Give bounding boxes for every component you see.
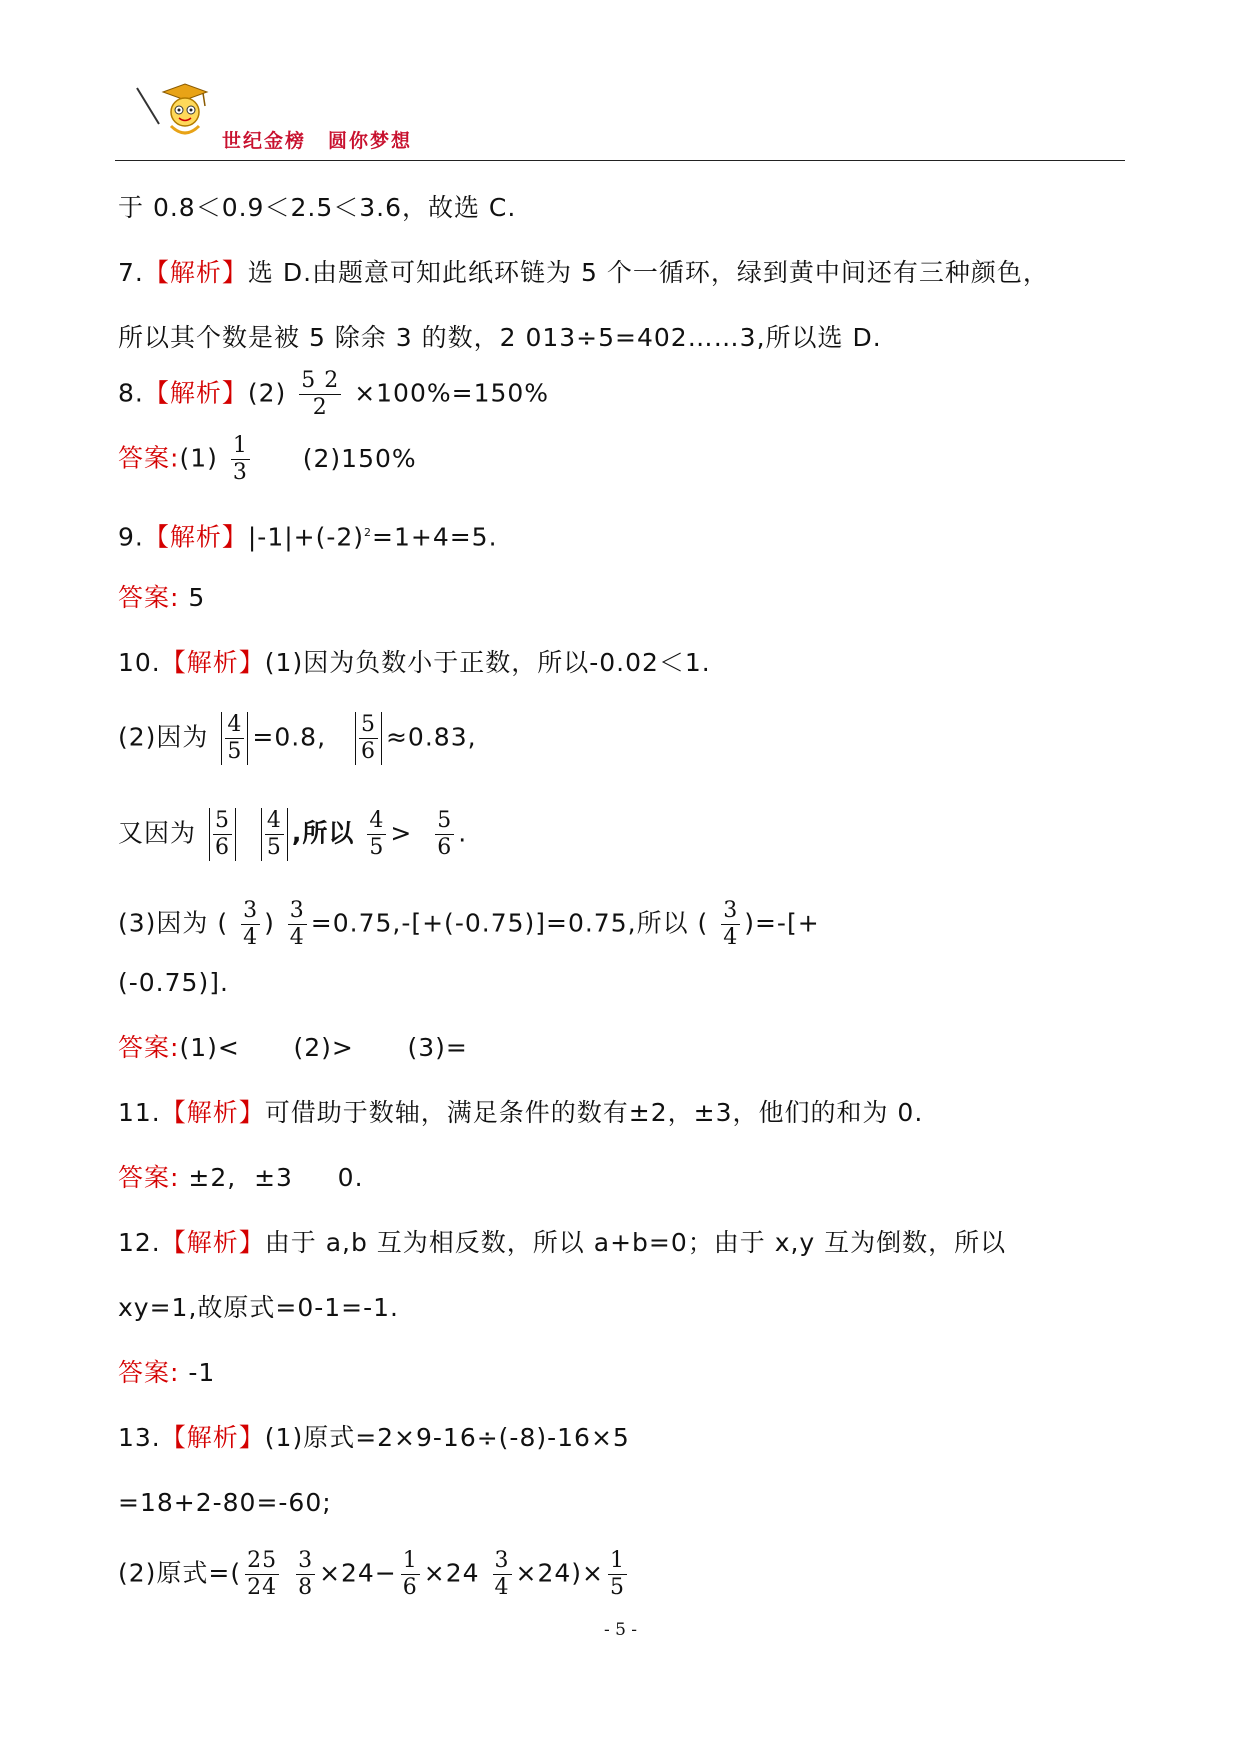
line-q11-answer — [118, 1163, 364, 1193]
denominator: 5 — [227, 739, 243, 764]
numerator: 3 — [298, 1548, 314, 1573]
text: ×24− — [319, 1558, 397, 1588]
absolute-value — [261, 808, 288, 861]
fraction — [231, 433, 250, 486]
numerator: 1 — [609, 1548, 625, 1573]
numerator: 5 — [214, 808, 230, 833]
answer-value: (2)150% — [302, 443, 417, 473]
numerator: 3 — [494, 1548, 510, 1573]
fraction — [241, 898, 260, 951]
denominator: 6 — [360, 739, 376, 764]
line-q13-part2 — [118, 1548, 631, 1601]
answer-label: 答案: — [118, 443, 180, 473]
numerator: 5 — [360, 712, 376, 737]
text: =0.8, — [252, 722, 327, 752]
analysis-text: (1)原式=2×9-16÷(-8)-16×5 — [264, 1423, 630, 1452]
denominator: 4 — [723, 925, 739, 950]
denominator: 4 — [289, 925, 305, 950]
fraction — [608, 1548, 627, 1601]
page-number: - 5 - — [603, 1620, 638, 1640]
fraction — [721, 898, 740, 951]
line-q8-answer — [118, 433, 417, 486]
fraction — [493, 1548, 512, 1601]
text: . — [458, 818, 468, 848]
text: (2)因为 — [118, 722, 209, 752]
text: (2)原式=( — [118, 1558, 242, 1588]
answer-value: ±2, ±3 0. — [188, 1163, 364, 1192]
line-q12 — [118, 1228, 1006, 1258]
line-q9-answer — [118, 583, 205, 613]
analysis-tag: 【解析】 — [160, 1423, 265, 1452]
line-q7 — [118, 258, 1049, 288]
numerator: 4 — [266, 808, 282, 833]
numerator: 3 — [243, 898, 259, 923]
line-q10-compare — [118, 808, 467, 861]
header-brand — [222, 126, 412, 153]
numerator: 4 — [227, 712, 243, 737]
text: ×24 — [423, 1558, 480, 1588]
question-number: 7. — [118, 258, 144, 287]
denominator: 6 — [214, 835, 230, 860]
denominator: 6 — [437, 835, 453, 860]
line-q13 — [118, 1423, 630, 1453]
numerator: 25 — [247, 1548, 278, 1573]
comparison-sign: > — [390, 818, 413, 848]
analysis-tag: 【解析】 — [143, 522, 248, 552]
denominator: 24 — [247, 1575, 278, 1600]
analysis-tag: 【解析】 — [160, 1098, 265, 1127]
analysis-text: (1)因为负数小于正数，所以-0.02＜1. — [264, 648, 711, 677]
graduate-mascot-logo — [133, 82, 213, 142]
exponent: 2 — [364, 526, 373, 539]
analysis-text: 可借助于数轴，满足条件的数有±2，±3，他们的和为 0. — [264, 1098, 924, 1127]
line-q10-part3-cont: (-0.75)]. — [118, 968, 229, 997]
numerator: 5 — [437, 808, 453, 833]
line-q11 — [118, 1098, 923, 1128]
fraction — [288, 898, 307, 951]
line-q13-cont: =18+2-80=-60; — [118, 1488, 332, 1517]
answer-label: 答案: — [118, 1033, 180, 1062]
fraction — [245, 1548, 279, 1601]
line-q12-answer — [118, 1358, 215, 1388]
header-divider — [115, 160, 1125, 161]
expression: ×100%=150% — [354, 378, 550, 408]
numerator: 5 2 — [301, 368, 340, 393]
fraction — [401, 1548, 420, 1601]
question-number: 11. — [118, 1098, 161, 1127]
answer-value: (1)< (2)> (3)= — [179, 1033, 468, 1062]
numerator: 3 — [289, 898, 305, 923]
line-q7-cont: 所以其个数是被 5 除余 3 的数，2 013÷5=402……3,所以选 D. — [118, 323, 882, 352]
line-q12-cont: xy=1,故原式=0-1=-1. — [118, 1293, 399, 1322]
denominator: 8 — [298, 1575, 314, 1600]
answer-value: -1 — [188, 1358, 216, 1387]
analysis-tag: 【解析】 — [160, 1228, 265, 1257]
question-number: 13. — [118, 1423, 161, 1452]
numerator: 3 — [723, 898, 739, 923]
denominator: 5 — [369, 835, 385, 860]
answer-label: 答案: — [118, 1358, 180, 1387]
text: )=-[+ — [744, 908, 820, 938]
fraction — [435, 808, 454, 861]
analysis-tag: 【解析】 — [160, 648, 265, 677]
question-number: 10. — [118, 648, 161, 677]
denominator: 5 — [609, 1575, 625, 1600]
denominator: 5 — [266, 835, 282, 860]
line-1: 于 0.8＜0.9＜2.5＜3.6，故选 C. — [118, 193, 517, 222]
line-q10-answer — [118, 1033, 468, 1063]
line-q10 — [118, 648, 711, 678]
line-q10-part2 — [118, 712, 477, 765]
part-label: (1) — [179, 443, 218, 473]
line-q10-part3: (3)因为 ( $\frac{3}{4}$ ) $\frac{3}{4}$ =0.75,-[+(-0.75)]=0.75,所以 ( $\frac{3}{4}$ )=-[+ — [118, 898, 820, 950]
expression: |-1|+(-2) — [247, 522, 365, 552]
analysis-text: 选 D.由题意可知此纸环链为 5 个一循环，绿到黄中间还有三种颜色， — [247, 258, 1049, 287]
answer-label: 答案: — [118, 1163, 180, 1192]
line-q9 — [118, 518, 498, 552]
fraction — [299, 368, 341, 421]
text: ,所以 — [291, 818, 355, 848]
expression: =1+4=5. — [372, 522, 498, 552]
text: ×24)× — [515, 1558, 604, 1588]
text: =0.75,-[+(-0.75)]=0.75,所以 — [310, 908, 689, 938]
question-number: 9. — [118, 522, 144, 552]
analysis-text: 由于 a,b 互为相反数，所以 a+b=0；由于 x,y 互为倒数，所以 — [264, 1228, 1007, 1257]
fraction — [296, 1548, 315, 1601]
denominator: 6 — [402, 1575, 418, 1600]
numerator: 1 — [232, 433, 248, 458]
line-q8 — [118, 368, 549, 421]
brand-right: 圆你梦想 — [328, 130, 413, 152]
denominator: 4 — [494, 1575, 510, 1600]
denominator: 2 — [312, 395, 328, 420]
denominator: 3 — [232, 460, 248, 485]
numerator: 4 — [369, 808, 385, 833]
question-number: 8. — [118, 378, 144, 408]
text: ≈0.83, — [385, 722, 477, 752]
numerator: 1 — [402, 1548, 418, 1573]
part-label: (2) — [247, 378, 287, 408]
analysis-tag: 【解析】 — [143, 378, 248, 408]
answer-value: 5 — [188, 583, 206, 612]
absolute-value — [209, 808, 236, 861]
text: (3)因为 — [118, 908, 209, 938]
brand-left: 世纪金榜 — [222, 130, 307, 152]
analysis-tag: 【解析】 — [143, 258, 248, 287]
denominator: 4 — [243, 925, 259, 950]
fraction — [367, 808, 386, 861]
answer-label: 答案: — [118, 583, 180, 612]
absolute-value — [221, 712, 248, 765]
text: 又因为 — [118, 818, 197, 848]
question-number: 12. — [118, 1228, 161, 1257]
absolute-value — [355, 712, 382, 765]
